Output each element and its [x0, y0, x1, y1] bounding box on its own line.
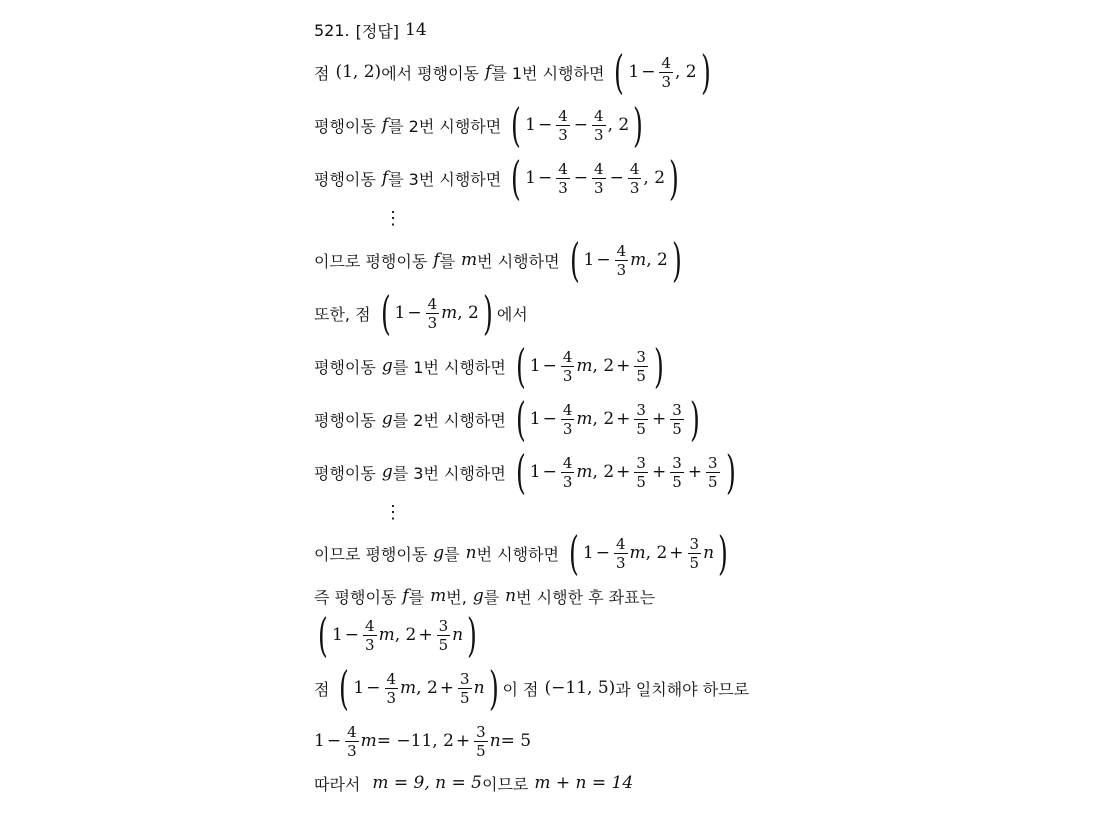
numerator: 4 — [594, 159, 604, 178]
numerator: 3 — [636, 400, 646, 419]
line-11 — [314, 607, 481, 663]
text: 번 시행하면 — [476, 544, 559, 564]
equation: = 5 — [500, 731, 532, 751]
var-m: m — [576, 409, 593, 429]
fraction — [561, 401, 575, 438]
denominator: 3 — [629, 178, 640, 197]
num: , 2 — [416, 678, 438, 698]
var-g: g — [381, 409, 393, 429]
text: 따라서 — [314, 774, 361, 794]
op: − — [641, 62, 656, 82]
denominator: 3 — [347, 741, 357, 760]
var-m: m — [576, 462, 593, 482]
text: 번 시행하면 — [477, 251, 560, 271]
numerator: 3 — [438, 616, 449, 635]
fraction — [592, 107, 606, 144]
numerator: 3 — [460, 669, 470, 688]
num: 1 — [628, 62, 640, 82]
op: − — [538, 115, 553, 135]
text: 과 일치해야 하므로 — [615, 679, 750, 699]
text: 를 1번 시행하면 — [392, 357, 506, 377]
denominator: 3 — [365, 635, 375, 654]
paren-right: ) — [488, 661, 499, 715]
answer-value: 14 — [405, 20, 427, 40]
var-f: f — [485, 62, 492, 82]
numerator: 4 — [562, 453, 573, 472]
var-n: n — [505, 586, 517, 606]
op: − — [596, 250, 611, 270]
op: + — [651, 462, 667, 482]
num: 1 — [525, 115, 536, 135]
fraction — [345, 723, 359, 760]
numerator: 3 — [476, 722, 486, 741]
paren-left: ( — [569, 526, 579, 580]
denominator: 5 — [636, 472, 646, 491]
paren-left: ( — [569, 233, 580, 287]
denominator: 5 — [460, 688, 470, 707]
text: 를 — [408, 587, 425, 607]
denominator: 3 — [558, 178, 568, 197]
problem-number: 521. — [314, 20, 350, 40]
line-2 — [314, 97, 647, 153]
var-m: m — [629, 543, 646, 563]
fraction — [363, 617, 377, 654]
var-n: n — [703, 543, 715, 563]
denominator: 3 — [616, 260, 627, 279]
numerator: 3 — [707, 453, 718, 472]
numerator: 4 — [594, 106, 604, 125]
var-m: m — [430, 586, 447, 606]
op: + — [687, 462, 702, 482]
text: 즉 평행이동 — [314, 587, 397, 607]
text: 평행이동 — [314, 116, 376, 136]
num: 1 — [353, 678, 365, 698]
text: 를 3번 시행하면 — [392, 463, 506, 483]
var-m: m — [441, 303, 458, 323]
denominator: 5 — [672, 472, 682, 491]
text: 평행이동 — [314, 410, 376, 430]
answer-tag: [정답] — [355, 21, 400, 41]
num: 1 — [331, 625, 343, 645]
var-n: n — [465, 543, 477, 563]
num: , 2 — [457, 303, 479, 323]
text: 점 — [314, 63, 330, 83]
fraction — [634, 348, 648, 385]
fraction — [556, 160, 570, 197]
denominator: 3 — [562, 419, 573, 438]
denominator: 3 — [386, 688, 397, 707]
op: + — [616, 356, 631, 376]
fraction — [458, 670, 472, 707]
fraction — [628, 160, 642, 197]
op: − — [366, 678, 381, 698]
denominator: 3 — [616, 553, 626, 572]
numerator: 4 — [558, 159, 568, 178]
numerator: 4 — [661, 53, 671, 72]
paren-right: ) — [633, 98, 644, 152]
text: 에서 — [496, 304, 528, 324]
fraction — [561, 348, 575, 385]
line-12 — [314, 660, 749, 716]
fraction — [614, 535, 628, 572]
denominator: 5 — [636, 419, 646, 438]
denominator: 5 — [476, 741, 486, 760]
var-f: f — [402, 586, 409, 606]
var-m: m — [378, 625, 395, 645]
text: 를 — [483, 587, 500, 607]
op: + — [651, 409, 667, 429]
num: , 2 — [643, 168, 666, 188]
fraction — [670, 401, 684, 438]
paren-right: ) — [725, 445, 736, 499]
denominator: 3 — [558, 125, 568, 144]
numerator: 4 — [347, 722, 357, 741]
line-5 — [314, 285, 528, 341]
fraction — [688, 535, 702, 572]
numerator: 3 — [636, 453, 646, 472]
var-m: m — [576, 356, 593, 376]
numerator: 4 — [616, 534, 626, 553]
point: (1, 2) — [335, 62, 382, 82]
text: 에서 평행이동 — [381, 63, 480, 83]
numerator: 4 — [365, 616, 375, 635]
text: 이므로 평행이동 — [314, 544, 428, 564]
text: 번, — [446, 587, 467, 607]
fraction — [437, 617, 451, 654]
var-g: g — [381, 356, 393, 376]
numerator: 4 — [629, 159, 640, 178]
numerator: 4 — [562, 347, 573, 366]
line-1 — [314, 44, 715, 100]
paren-left: ( — [515, 339, 526, 393]
num: 1 — [582, 543, 594, 563]
denominator: 3 — [661, 72, 671, 91]
var-m: m — [360, 731, 377, 751]
num: , 2 — [645, 543, 668, 563]
line-3 — [314, 150, 683, 206]
numerator: 4 — [427, 294, 438, 313]
op: + — [616, 462, 631, 482]
var-f: f — [381, 168, 389, 188]
var-n: n — [489, 731, 501, 751]
var-m: m — [461, 250, 478, 270]
paren-right: ) — [700, 45, 711, 99]
var-f: f — [381, 115, 389, 135]
denominator: 3 — [594, 178, 604, 197]
denominator: 5 — [438, 635, 449, 654]
num: 1 — [529, 409, 541, 429]
num: 1 — [529, 462, 541, 482]
paren-left: ( — [318, 608, 328, 662]
numerator: 3 — [672, 453, 682, 472]
var-f: f — [433, 250, 440, 270]
paren-left: ( — [380, 286, 391, 340]
num: 1 — [525, 168, 536, 188]
op: − — [542, 409, 557, 429]
op: − — [326, 731, 342, 751]
op: + — [439, 678, 455, 698]
fraction — [592, 160, 606, 197]
fraction — [615, 242, 629, 279]
paren-right: ) — [482, 286, 493, 340]
op: − — [344, 625, 360, 645]
var-g: g — [433, 543, 445, 563]
num: 1 — [314, 731, 325, 751]
denominator: 3 — [562, 366, 573, 385]
var-g: g — [472, 586, 484, 606]
op: + — [455, 731, 471, 751]
paren-right: ) — [671, 233, 682, 287]
ellipsis: ⋮ — [384, 501, 402, 523]
text: 를 2번 시행하면 — [388, 116, 502, 136]
numerator: 4 — [562, 400, 573, 419]
numerator: 4 — [558, 106, 568, 125]
line-7 — [314, 391, 704, 447]
denominator: 5 — [636, 366, 646, 385]
num: 1 — [394, 303, 406, 323]
equation: m + n = 14 — [534, 773, 634, 793]
op: + — [418, 625, 433, 645]
ellipsis: ⋮ — [384, 207, 402, 229]
numerator: 4 — [386, 669, 397, 688]
var-n: n — [452, 625, 464, 645]
numerator: 3 — [689, 534, 700, 553]
num: , 2 — [592, 409, 615, 429]
fraction — [659, 54, 673, 91]
equation: m = 9, n = 5 — [372, 773, 482, 793]
numerator: 4 — [616, 241, 627, 260]
paren-left: ( — [515, 392, 526, 446]
var-m: m — [630, 250, 647, 270]
fraction — [706, 454, 720, 491]
numerator: 3 — [636, 347, 646, 366]
paren-right: ) — [718, 526, 728, 580]
num: , 2 — [607, 115, 630, 135]
var-m: m — [400, 678, 417, 698]
denominator: 5 — [672, 419, 682, 438]
paren-right: ) — [467, 608, 477, 662]
fraction — [634, 454, 648, 491]
line-6 — [314, 338, 668, 394]
fraction — [634, 401, 648, 438]
paren-left: ( — [515, 445, 526, 499]
paren-left: ( — [511, 151, 522, 205]
fraction — [670, 454, 684, 491]
text: 번 시행한 후 좌표는 — [516, 587, 656, 607]
fraction — [385, 670, 399, 707]
text: 를 2번 시행하면 — [392, 410, 506, 430]
denominator: 3 — [594, 125, 604, 144]
text: 평행이동 — [314, 357, 376, 377]
fraction — [561, 454, 575, 491]
op: − — [573, 168, 589, 188]
paren-right: ) — [653, 339, 664, 393]
equation: = −11, 2 — [376, 731, 454, 751]
denominator: 5 — [689, 553, 700, 572]
var-n: n — [473, 678, 485, 698]
text: 를 3번 시행하면 — [388, 169, 502, 189]
op: − — [595, 543, 610, 563]
denominator: 3 — [562, 472, 573, 491]
text: 평행이동 — [314, 463, 376, 483]
num: , 2 — [394, 625, 417, 645]
num: , 2 — [592, 462, 615, 482]
denominator: 3 — [427, 313, 438, 332]
point: (−11, 5) — [544, 678, 616, 698]
var-g: g — [381, 462, 393, 482]
num: , 2 — [674, 62, 697, 82]
op: − — [609, 168, 624, 188]
text: 또한, 점 — [314, 304, 371, 324]
op: + — [616, 409, 631, 429]
op: + — [669, 543, 684, 563]
text: 평행이동 — [314, 169, 376, 189]
fraction — [426, 295, 440, 332]
paren-left: ( — [339, 661, 350, 715]
text: 이 점 — [502, 679, 539, 699]
paren-right: ) — [669, 151, 679, 205]
text: 를 1번 시행하면 — [491, 63, 605, 83]
numerator: 3 — [672, 400, 682, 419]
line-4 — [314, 232, 686, 288]
op: − — [407, 303, 422, 323]
op: − — [573, 115, 589, 135]
text: 를 — [444, 544, 460, 564]
line-8 — [314, 444, 739, 500]
num: 1 — [583, 250, 595, 270]
paren-left: ( — [511, 98, 522, 152]
paren-left: ( — [614, 45, 625, 99]
text: 이므로 평행이동 — [314, 251, 428, 271]
text: 를 — [439, 251, 456, 271]
line-14 — [314, 755, 633, 811]
fraction — [556, 107, 570, 144]
text: 이므로 — [482, 774, 529, 794]
num: 1 — [529, 356, 541, 376]
num: , 2 — [592, 356, 615, 376]
fraction — [474, 723, 488, 760]
text: 점 — [314, 679, 330, 699]
paren-right: ) — [689, 392, 700, 446]
op: − — [542, 356, 557, 376]
num: , 2 — [646, 250, 668, 270]
denominator: 5 — [707, 472, 718, 491]
op: − — [538, 168, 553, 188]
op: − — [542, 462, 557, 482]
